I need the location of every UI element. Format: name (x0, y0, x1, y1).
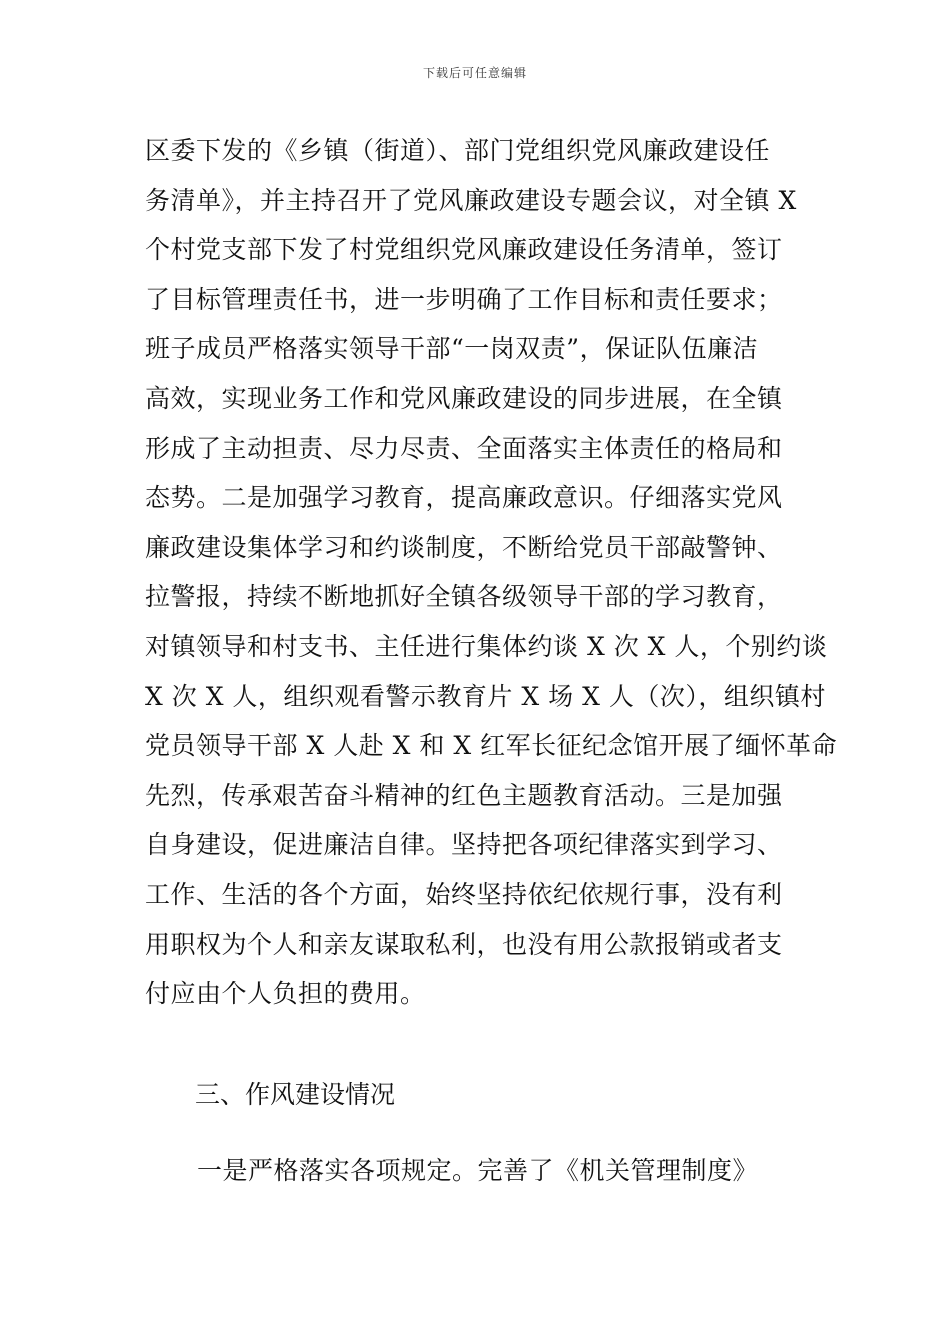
text-line: 班子成员严格落实领导干部“一岗双责”，保证队伍廉洁 (145, 334, 759, 364)
text-line: 先烈，传承艰苦奋斗精神的红色主题教育活动。三是加强 (145, 780, 783, 810)
text-line: 自身建设，促进廉洁自律。坚持把各项纪律落实到学习、 (145, 830, 783, 860)
text-line: 工作、生活的各个方面，始终坚持依纪依规行事，没有利 (145, 879, 783, 909)
text-line: 对镇领导和村支书、主任进行集体约谈 X 次 X 人，个别约谈 (145, 631, 828, 661)
section-first-line: 一是严格落实各项规定。完善了《机关管理制度》 (197, 1156, 759, 1185)
text-line: 形成了主动担责、尽力尽责、全面落实主体责任的格局和 (145, 433, 783, 463)
text-line: 廉政建设集体学习和约谈制度，不断给党员干部敲警钟、 (145, 532, 783, 562)
text-line: 区委下发的《乡镇（街道）、部门党组织党风廉政建设任 (145, 136, 771, 165)
text-line: 党员领导干部 X 人赴 X 和 X 红军长征纪念馆开展了缅怀革命 (145, 731, 838, 761)
text-line: 个村党支部下发了村党组织党风廉政建设任务清单，签订 (145, 235, 783, 265)
text-line: 付应由个人负担的费用。 (145, 979, 426, 1009)
text-line: 态势。二是加强学习教育，提高廉政意识。仔细落实党风 (145, 483, 783, 513)
section-heading: 三、作风建设情况 (195, 1080, 396, 1109)
body-paragraph (145, 126, 838, 1019)
text-line: 了目标管理责任书，进一步明确了工作目标和责任要求； (145, 284, 783, 314)
text-line: 高效，实现业务工作和党风廉政建设的同步进展，在全镇 (145, 383, 783, 413)
text-line: X 次 X 人，组织观看警示教育片 X 场 X 人（次），组织镇村 (145, 681, 826, 711)
text-line: 拉警报，持续不断地抓好全镇各级领导干部的学习教育， (145, 582, 783, 612)
page-header-note: 下载后可任意编辑 (422, 66, 527, 80)
text-line: 务清单》，并主持召开了党风廉政建设专题会议，对全镇 X (145, 185, 797, 215)
text-line: 用职权为个人和亲友谋取私利，也没有用公款报销或者支 (145, 929, 783, 959)
